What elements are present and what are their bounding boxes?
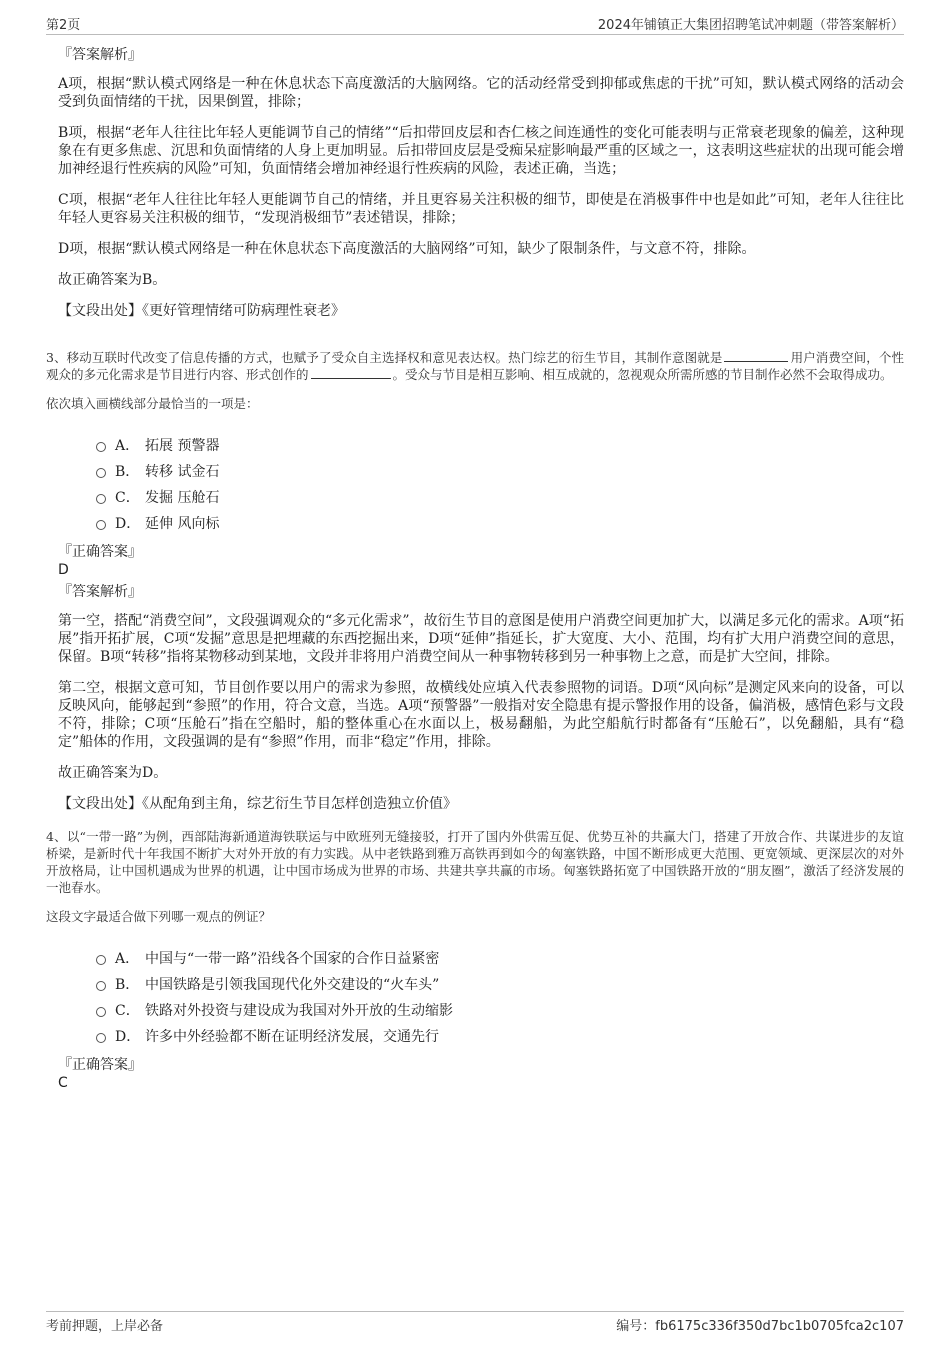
option-letter: B． — [115, 464, 140, 480]
q3-analysis — [46, 583, 904, 814]
question-4 — [46, 828, 904, 1092]
analysis-paragraph: 第二空，根据文意可知，节目创作要以用户的需求为参照，故横线处应填入代表参照物的词语。D项“风向标”是测定风来向的设备，可以反映风向，能够起到“参照”的作用，符合文意，当选。A项“预警器”一般指对安全隐患有提示警报作用的设备，偏消极，感情色彩与文段不符，排除；C项“压舱石”指在空船时，船的整体重心在水面以上，极易翻船，为此空船航行时都备有“压舱石”，以免翻船，具有“稳定”船体的作用，文段强调的是有“参照”作用，而非“稳定”作用，排除。 — [58, 680, 904, 750]
source-citation: 【文段出处】《从配角到主角，综艺衍生节目怎样创造独立价值》 — [58, 796, 457, 812]
analysis-label: 『答案解析』 — [58, 584, 142, 600]
option-text: 中国与“一带一路”沿线各个国家的合作日益紧密 — [145, 951, 440, 967]
radio-icon[interactable] — [96, 494, 106, 504]
option-letter: C． — [115, 1003, 140, 1019]
analysis-paragraph: 第一空，搭配“消费空间”，文段强调观众的“多元化需求”，故衍生节目的意图是使用户消费空间更加扩大，以满足多元化的需求。A项“拓展”指开拓扩展，C项“发掘”意思是把埋藏的东西挖掘出来，D项“延伸”指延长，扩大宽度、大小、范围，均有扩大用户消费空间的意思，保留。B项“转移”指将某物移动到某地，文段并非将用户消费空间从一种事物转移到另一种事物上之意，而是扩大空间，排除。 — [58, 613, 904, 665]
question-prompt: 这段文字最适合做下列哪一观点的例证？ — [46, 909, 272, 924]
option-text: 发掘 压舱石 — [145, 490, 220, 506]
radio-icon[interactable] — [96, 981, 106, 991]
page-header — [46, 14, 904, 35]
option-text: 许多中外经验都不断在证明经济发展，交通先行 — [145, 1029, 439, 1045]
answer-conclusion: 故正确答案为B。 — [58, 272, 167, 288]
document-id: 编号：fb6175c336f350d7bc1b0705fca2c107 — [616, 1319, 904, 1334]
option-letter: B． — [115, 977, 140, 993]
option-b[interactable] — [96, 458, 904, 484]
option-letter: C． — [115, 490, 140, 506]
correct-answer-label: 『正确答案』 — [58, 544, 142, 560]
q2-analysis — [46, 46, 904, 321]
analysis-paragraph: A项，根据“默认模式网络是一种在休息状态下高度激活的大脑网络。它的活动经常受到抑郁或焦虑的干扰”可知，默认模式网络的活动会受到负面情绪的干扰，因果倒置，排除； — [58, 76, 904, 110]
radio-icon[interactable] — [96, 468, 106, 478]
answer-conclusion: 故正确答案为D。 — [58, 765, 168, 781]
option-list — [46, 432, 904, 536]
option-d[interactable] — [96, 510, 904, 536]
footer-slogan: 考前押题，上岸必备 — [46, 1319, 164, 1334]
question-text-part: 用户消费空间，个性观众的多元化需求是节目进行内容、形式创作的 — [46, 350, 904, 382]
fill-blank-1 — [724, 350, 788, 362]
page-footer — [46, 1311, 904, 1334]
option-a[interactable] — [96, 432, 904, 458]
fill-blank-2 — [311, 367, 391, 379]
radio-icon[interactable] — [96, 1007, 106, 1017]
option-a[interactable] — [96, 945, 904, 971]
question-3 — [46, 349, 904, 814]
analysis-paragraph: D项，根据“默认模式网络是一种在休息状态下高度激活的大脑网络”可知，缺少了限制条件，与文意不符，排除。 — [58, 241, 756, 257]
page-number: 第2页 — [46, 18, 81, 33]
option-d[interactable] — [96, 1023, 904, 1049]
option-b[interactable] — [96, 971, 904, 997]
radio-icon[interactable] — [96, 955, 106, 965]
option-text: 中国铁路是引领我国现代化外交建设的“火车头” — [145, 977, 440, 993]
option-c[interactable] — [96, 997, 904, 1023]
correct-answer-label: 『正确答案』 — [58, 1057, 142, 1073]
document-title: 2024年铺镇正大集团招聘笔试冲刺题（带答案解析） — [597, 18, 904, 33]
question-prompt: 依次填入画横线部分最恰当的一项是： — [46, 396, 259, 411]
page-content — [46, 40, 904, 1096]
option-letter: D． — [115, 516, 141, 532]
analysis-label: 『答案解析』 — [58, 47, 142, 63]
analysis-paragraph: B项，根据“老年人往往比年轻人更能调节自己的情绪”“后扣带回皮层和杏仁核之间连通性的变化可能表明与正常衰老现象的偏差，这种现象在有更多焦虑、沉思和负面情绪的人身上更加明显。后扣带回皮层是受痴呆症影响最严重的区域之一，这表明这些症状的出现可能会增加神经退行性疾病的风险”可知，负面情绪会增加神经退行性疾病的风险，表述正确，当选； — [58, 125, 904, 177]
radio-icon[interactable] — [96, 442, 106, 452]
question-text: 4、以“一带一路”为例，西部陆海新通道海铁联运与中欧班列无缝接驳，打开了国内外供需互促、优势互补的共赢大门，搭建了开放合作、共谋进步的友谊桥梁，是新时代十年我国不断扩大对外开放的有力实践。从中老铁路到雅万高铁再到如今的匈塞铁路，中国不断形成更大范围、更宽领域、更深层次的对外开放格局，让中国机遇成为世界的机遇，让中国市场成为世界的市场、共建共享共赢的市场。匈塞铁路拓宽了中国铁路开放的“朋友圈”，激活了经济发展的一池春水。 — [46, 829, 904, 895]
option-text: 转移 试金石 — [145, 464, 220, 480]
option-text: 延伸 风向标 — [145, 516, 220, 532]
radio-icon[interactable] — [96, 520, 106, 530]
correct-answer-value: D — [58, 562, 69, 578]
question-text-part: 3、移动互联时代改变了信息传播的方式，也赋予了受众自主选择权和意见表达权。热门综艺的衍生节目，其制作意图就是 — [46, 350, 723, 365]
option-c[interactable] — [96, 484, 904, 510]
option-text: 铁路对外投资与建设成为我国对外开放的生动缩影 — [145, 1003, 453, 1019]
option-letter: D． — [115, 1029, 141, 1045]
source-citation: 【文段出处】《更好管理情绪可防病理性衰老》 — [58, 303, 345, 319]
option-text: 拓展 预警器 — [145, 438, 220, 454]
question-text — [46, 349, 904, 383]
option-letter: A． — [115, 438, 140, 454]
analysis-paragraph: C项，根据“老年人往往比年轻人更能调节自己的情绪，并且更容易关注积极的细节，即使是在消极事件中也是如此”可知，老年人往往比年轻人更容易关注积极的细节，“发现消极细节”表述错误，排除； — [58, 192, 904, 226]
option-list — [46, 945, 904, 1049]
option-letter: A． — [115, 951, 140, 967]
correct-answer-value: C — [58, 1075, 68, 1091]
question-text-part: 。受众与节目是相互影响、相互成就的，忽视观众所需所感的节目制作必然不会取得成功。 — [392, 367, 893, 382]
radio-icon[interactable] — [96, 1033, 106, 1043]
